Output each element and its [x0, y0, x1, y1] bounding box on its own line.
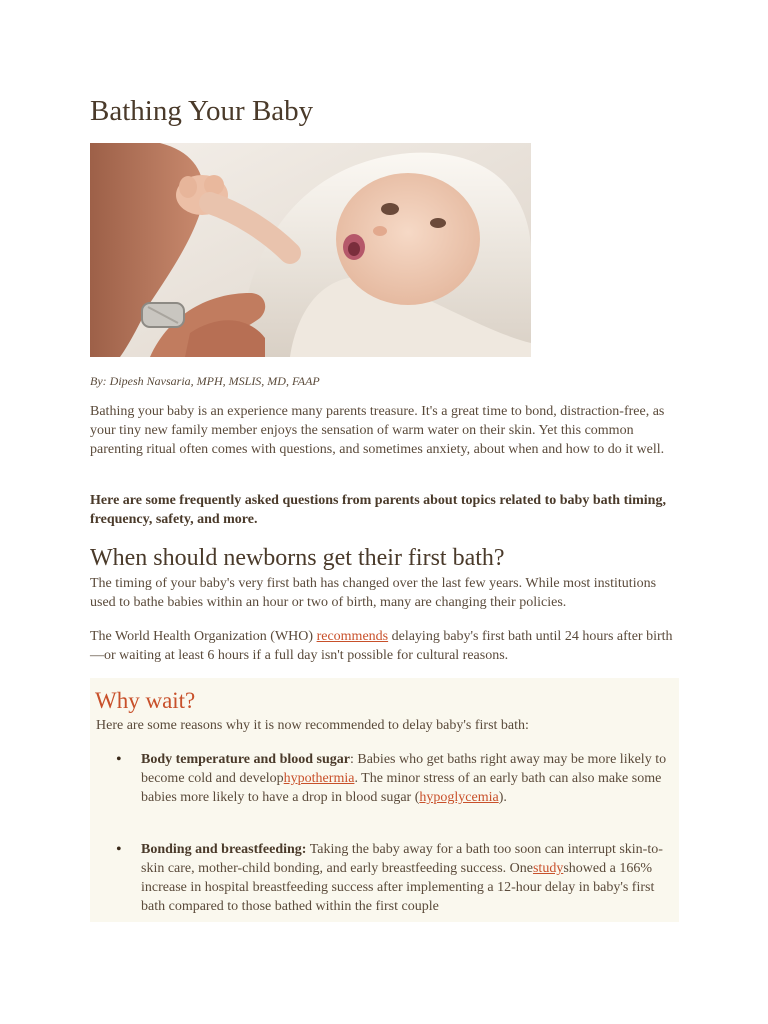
hypothermia-link[interactable]: hypothermia: [283, 771, 355, 786]
bullet-text: : Babies who get baths right away may be more likely to become cold and develop: [141, 752, 667, 786]
recommends-link[interactable]: recommends: [316, 629, 389, 644]
who-text-before: The World Health Organization (WHO): [90, 629, 317, 644]
study-link[interactable]: study: [532, 861, 564, 876]
bullet-text: ).: [498, 790, 507, 805]
why-wait-lead: Here are some reasons why it is now recommended to delay baby's first bath:: [96, 718, 529, 733]
bullet-text: showed a 166% increase in hospital breastfeeding success after implementing a 12-hour delay in baby's first bath compared to those bathed within the first couple: [141, 861, 655, 914]
bullet-text: Taking the baby away for a bath too soon can interrupt skin-to-skin care, mother-child bonding, and early breastfeeding success. One: [141, 842, 663, 876]
faq-intro: Here are some frequently asked questions from parents about topics related to baby bath timing, frequency, safety, and more.: [90, 493, 666, 527]
why-wait-heading: Why wait?: [95, 688, 196, 713]
list-item-bonding: [90, 840, 667, 916]
section-heading-first-bath: When should newborns get their first bath?: [90, 545, 505, 571]
byline: By: Dipesh Navsaria, MPH, MSLIS, MD, FAAP: [90, 374, 320, 388]
page-title: Bathing Your Baby: [90, 95, 314, 127]
bullet-title: Bonding and breastfeeding:: [141, 842, 307, 857]
why-wait-callout: [90, 678, 679, 922]
list-item-body-temperature: [90, 750, 667, 807]
intro-paragraph: Bathing your baby is an experience many parents treasure. It's a great time to bond, distraction-free, as your tiny new family member enjoys the sensation of warm water on their skin. Yet this common parenting ritual often comes with questions, and sometimes anxiety, about when and how to do it well.: [90, 404, 665, 457]
hero-image: [90, 143, 531, 357]
bullet-title: Body temperature and blood sugar: [141, 752, 350, 767]
hypoglycemia-link[interactable]: hypoglycemia: [419, 790, 499, 805]
who-text-after: delaying baby's first bath until 24 hours after birth—or waiting at least 6 hours if a full day isn't possible for cultural reasons.: [90, 629, 673, 663]
why-wait-list: [90, 750, 679, 916]
first-bath-paragraph-1: The timing of your baby's very first bath has changed over the last few years. While most institutions used to bathe babies within an hour or two of birth, many are changing their policies.: [90, 576, 657, 610]
bullet-text: . The minor stress of an early bath can also make some babies more likely to have a drop in blood sugar (: [141, 771, 662, 805]
first-bath-paragraph-2: [90, 627, 680, 665]
